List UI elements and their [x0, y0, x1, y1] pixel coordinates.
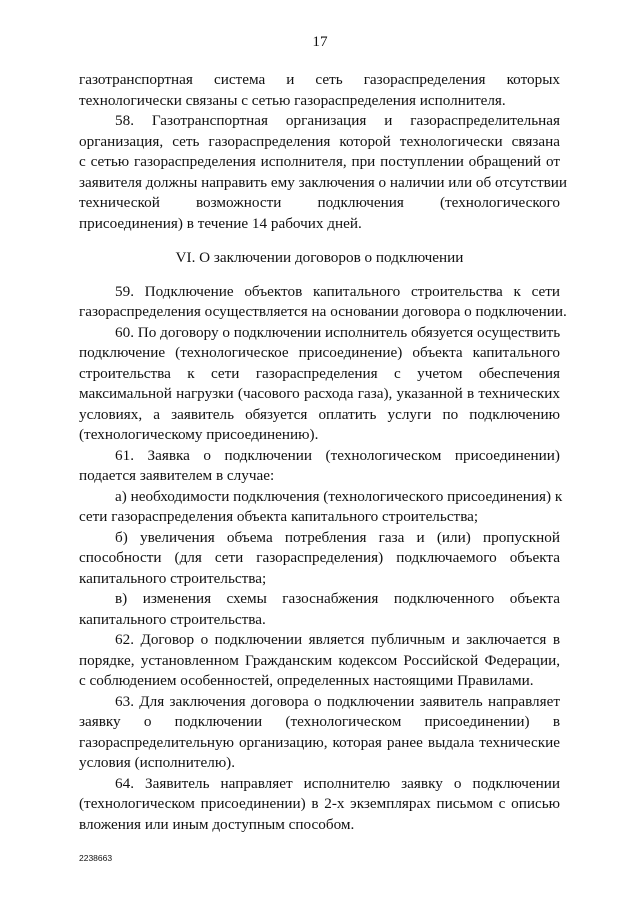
text-line: с соблюдением особенностей, определенных настоящими Правилами. — [79, 672, 534, 689]
text-line: (технологическому присоединению). — [79, 426, 319, 443]
text-line: газораспределения осуществляется на основании договора о подключении. — [79, 303, 567, 320]
text-line: 59. Подключение объектов капитального строительства к сети — [115, 282, 560, 300]
text-line: технологически связаны с сетью газораспределения исполнителя. — [79, 91, 506, 109]
text-line: газораспределительную организацию, которая ранее выдала технические — [79, 733, 560, 751]
text-line: 64. Заявитель направляет исполнителю заявку о подключении — [115, 774, 560, 792]
paragraph — [79, 323, 560, 446]
text-line: а) необходимости подключения (технологического присоединения) к — [115, 487, 563, 505]
paragraph — [79, 774, 560, 836]
text-line: порядке, установленном Гражданским кодексом Российской Федерации, — [79, 651, 560, 669]
text-line: максимальной нагрузки (часового расхода газа), указанной в технических — [79, 385, 560, 402]
text-line: заявку о подключении (технологическом присоединении) в — [79, 713, 560, 730]
text-line: вложения или иным доступным способом. — [79, 815, 355, 833]
text-line: организация, сеть газораспределения которой технологически связана — [79, 132, 560, 150]
document-id: 2238663 — [79, 853, 113, 863]
page-number: 17 — [312, 33, 328, 50]
text-section-before-heading — [79, 70, 568, 234]
paragraph — [79, 487, 563, 528]
text-section-after-heading — [79, 282, 567, 836]
text-line: присоединения) в течение 14 рабочих дней. — [79, 214, 362, 232]
paragraph — [79, 70, 560, 111]
text-line: условия (исполнителю). — [79, 754, 236, 771]
text-line: строительства к сети газораспределения с учетом обеспечения — [79, 364, 560, 382]
text-line: подается заявителем в случае: — [79, 467, 275, 484]
text-line: б) увеличения объема потребления газа и (или) пропускной — [115, 528, 560, 546]
text-line: (технологическом присоединении) в 2-х экземплярах письмом с описью — [79, 795, 560, 812]
text-line: капитального строительства. — [79, 610, 266, 628]
text-line: сети газораспределения объекта капитального строительства; — [79, 508, 479, 525]
paragraph — [79, 589, 560, 630]
text-line: 58. Газотранспортная организация и газораспределительная — [115, 112, 560, 129]
paragraph — [79, 528, 560, 590]
text-line: подключение (технологическое присоединение) объекта капитального — [79, 344, 560, 361]
text-line: газотранспортная система и сеть газораспределения которых — [79, 71, 560, 88]
paragraph — [79, 692, 560, 774]
paragraph — [79, 630, 560, 692]
text-line: технической возможности подключения (технологического — [79, 194, 560, 211]
text-line: 63. Для заключения договора о подключении заявитель направляет — [115, 692, 560, 710]
paragraph — [79, 446, 560, 487]
text-line: капитального строительства; — [79, 569, 267, 587]
document-body — [79, 70, 568, 835]
paragraph — [79, 111, 568, 234]
section-heading: VI. О заключении договоров о подключении — [175, 249, 464, 266]
text-line: в) изменения схемы газоснабжения подключенного объекта — [115, 590, 560, 607]
text-line: условиях, а заявитель обязуется оплатить услуги по подключению — [79, 405, 560, 423]
paragraph — [79, 282, 567, 323]
text-line: 62. Договор о подключении является публичным и заключается в — [115, 631, 560, 648]
text-line: 60. По договору о подключении исполнитель обязуется осуществить — [115, 323, 561, 341]
text-line: способности (для сети газораспределения) подключаемого объекта — [79, 549, 560, 566]
text-line: заявителя должны направить ему заключения о наличии или об отсутствии — [79, 173, 568, 191]
text-line: с сетью газораспределения исполнителя, при поступлении обращений от — [79, 153, 560, 170]
text-line: 61. Заявка о подключении (технологическом присоединении) — [115, 446, 560, 464]
